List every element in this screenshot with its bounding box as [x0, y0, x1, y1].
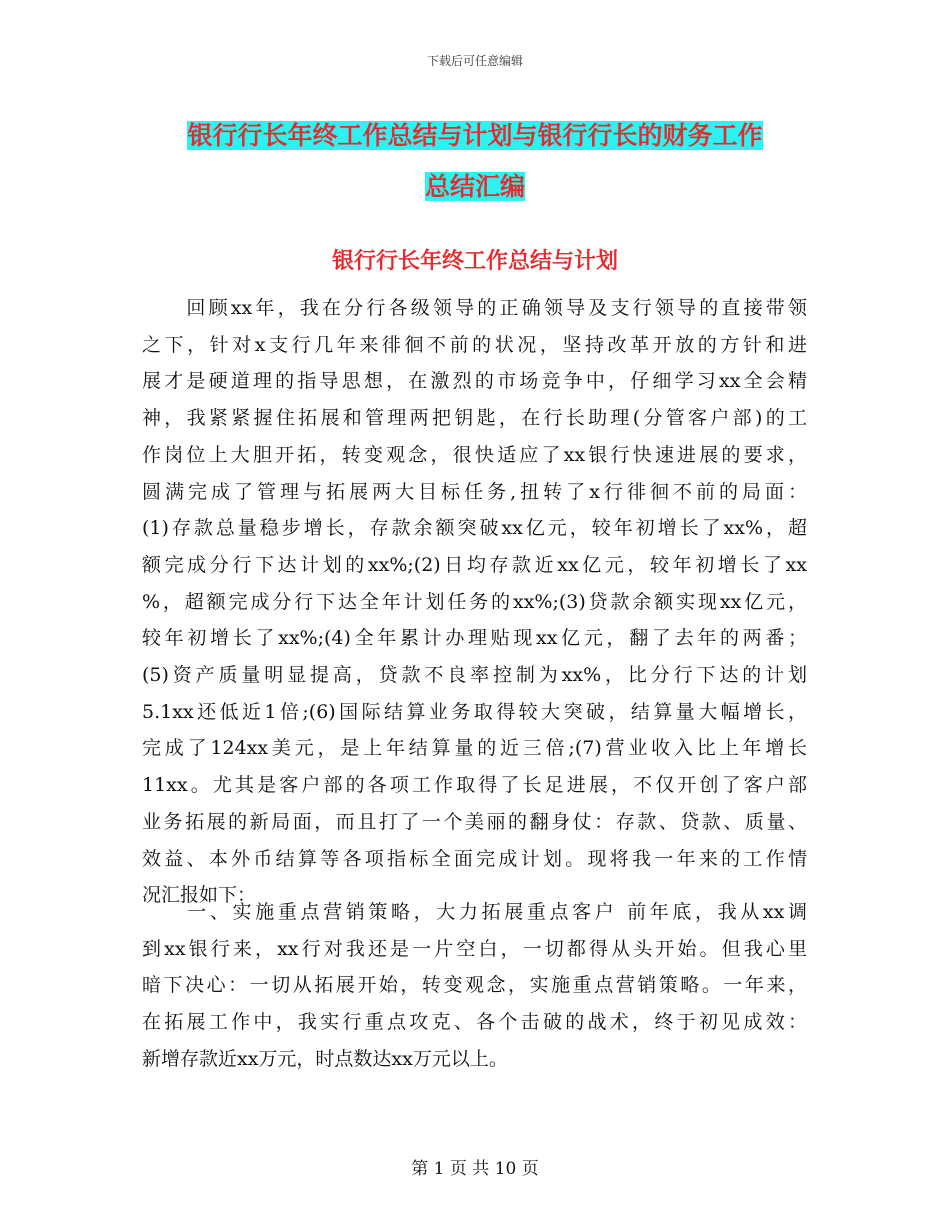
- text-line: 新增存款近xx万元，时点数达xx万元以上。: [142, 1047, 508, 1070]
- paragraph-1: [142, 290, 807, 914]
- text-line: 一、实施重点营销策略，大力拓展重点客户 前年底，我从xx调: [142, 901, 807, 923]
- text-line: 11xx。尤其是客户部的各项工作取得了长足进展，不仅开创了客户部: [142, 774, 807, 797]
- text-line: 业务拓展的新局面，而且打了一个美丽的翻身仗：存款、贷款、质量、: [142, 810, 807, 833]
- text-line: (5)资产质量明显提高，贷款不良率控制为xx%，比分行下达的计划: [142, 664, 807, 687]
- text-line: 5.1xx还低近1倍;(6)国际结算业务取得较大突破，结算量大幅增长，: [142, 700, 807, 723]
- text-line: 作岗位上大胆开拓，转变观念，很快适应了xx银行快速进展的要求，: [142, 443, 807, 466]
- text-line: 圆满完成了管理与拓展两大目标任务,扭转了x行徘徊不前的局面：: [142, 480, 807, 503]
- text-line: (1)存款总量稳步增长，存款余额突破xx亿元，较年初增长了xx%，超: [142, 517, 807, 540]
- text-line: %，超额完成分行下达全年计划任务的xx%;(3)贷款余额实现xx亿元，: [142, 590, 807, 613]
- page-footer: 第 1 页 共 10 页: [411, 1159, 539, 1179]
- text-line: 额完成分行下达计划的xx%;(2)日均存款近xx亿元，较年初增长了xx: [142, 553, 807, 576]
- text-line: 完成了124xx美元，是上年结算量的近三倍;(7)营业收入比上年增长: [142, 737, 807, 760]
- section-title: 银行行长年终工作总结与计划: [331, 248, 618, 274]
- text-line: 暗下决心：一切从拓展开始，转变观念，实施重点营销策略。一年来，: [142, 974, 807, 997]
- text-line: 展才是硬道理的指导思想，在激烈的市场竞争中，仔细学习xx全会精: [142, 370, 807, 393]
- text-line: 较年初增长了xx%;(4)全年累计办理贴现xx亿元，翻了去年的两番；: [142, 627, 807, 650]
- text-line: 到xx银行来，xx行对我还是一片空白，一切都得从头开始。但我心里: [142, 937, 807, 960]
- header-note: 下载后可任意编辑: [426, 54, 523, 68]
- main-title-line-1: 银行行长年终工作总结与计划与银行行长的财务工作: [187, 121, 763, 150]
- paragraph-2: [142, 894, 807, 1078]
- main-title-line-2: 总结汇编: [424, 172, 525, 201]
- text-line: 在拓展工作中，我实行重点攻克、各个击破的战术，终于初见成效：: [142, 1011, 807, 1034]
- text-line: 回顾xx年，我在分行各级领导的正确领导及支行领导的直接带领: [142, 297, 807, 319]
- text-line: 之下，针对x支行几年来徘徊不前的状况，坚持改革开放的方针和进: [142, 333, 807, 356]
- text-line: 神，我紧紧握住拓展和管理两把钥匙，在行长助理(分管客户部)的工: [142, 407, 807, 430]
- text-line: 效益、本外币结算等各项指标全面完成计划。现将我一年来的工作情: [142, 847, 807, 870]
- main-title: [0, 110, 950, 212]
- text-line: 况汇报如下：: [142, 884, 257, 907]
